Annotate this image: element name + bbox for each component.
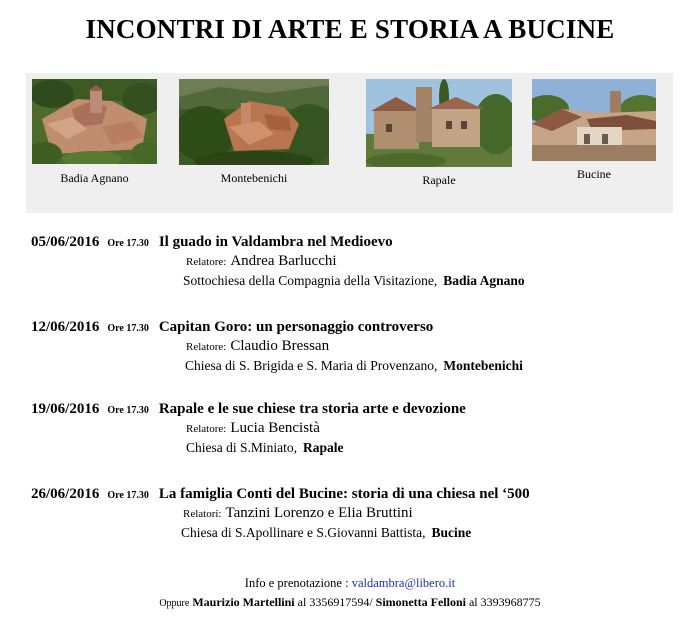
contact2-name: Simonetta Felloni <box>375 595 466 609</box>
info-line <box>0 576 700 591</box>
event-date: 19/06/2016 <box>31 401 100 417</box>
badia-agnano-photo <box>32 79 157 164</box>
speaker-label: Relatore: <box>186 423 227 435</box>
contact1-name: Maurizio Martellini <box>192 595 295 609</box>
page-title: INCONTRI DI ARTE E STORIA A BUCINE <box>85 14 615 44</box>
event-time: Ore 17.30 <box>107 490 149 501</box>
speaker-name: Tanzini Lorenzo e Elia Bruttini <box>225 505 413 521</box>
speaker-label: Relatore: <box>186 256 227 268</box>
event-venue: Sottochiesa della Compagnia della Visitazione, <box>183 273 438 288</box>
event-venue: Chiesa di S.Apollinare e S.Giovanni Battista, <box>181 525 426 540</box>
event-venue: Chiesa di S.Miniato, <box>186 440 297 455</box>
event-town: Montebenichi <box>443 358 523 373</box>
speaker-label: Relatore: <box>186 341 227 353</box>
place-caption: Badia Agnano <box>60 171 129 185</box>
event-title: Il guado in Valdambra nel Medioevo <box>158 234 393 250</box>
contact-email-link[interactable]: valdambra@libero.it <box>351 576 456 590</box>
event-date: 12/06/2016 <box>31 319 100 335</box>
montebenichi-photo <box>179 79 329 165</box>
photo-strip <box>26 73 673 213</box>
contacts-line <box>0 595 700 610</box>
speaker-name: Claudio Bressan <box>230 338 330 354</box>
bucine-photo <box>532 79 656 161</box>
event-town: Bucine <box>431 525 472 540</box>
info-label: Info e prenotazione : <box>244 576 349 590</box>
place-caption: Rapale <box>422 173 456 187</box>
event-title: Capitan Goro: un personaggio controverso <box>158 319 434 335</box>
speaker-name: Lucia Bencistà <box>230 420 320 436</box>
event-title: La famiglia Conti del Bucine: storia di una chiesa nel ‘500 <box>158 486 530 502</box>
event-time: Ore 17.30 <box>107 323 149 334</box>
contact1-phone: 3356917594/ <box>309 595 373 609</box>
event-title: Rapale e le sue chiese tra storia arte e devozione <box>158 401 466 417</box>
rapale-photo <box>366 79 512 167</box>
event-town: Rapale <box>303 440 344 455</box>
contact2-phone: 3393968775 <box>480 595 541 609</box>
oppure-label: Oppure <box>159 598 190 609</box>
al-label: al <box>297 595 307 609</box>
event-date: 26/06/2016 <box>31 486 100 502</box>
place-caption: Montebenichi <box>220 171 288 185</box>
event-time: Ore 17.30 <box>107 238 149 249</box>
event-date: 05/06/2016 <box>31 234 100 250</box>
event-venue: Chiesa di S. Brigida e S. Maria di Provenzano, <box>185 358 438 373</box>
speaker-label: Relatori: <box>183 508 222 520</box>
al-label: al <box>468 595 478 609</box>
speaker-name: Andrea Barlucchi <box>230 253 337 269</box>
event-time: Ore 17.30 <box>107 405 149 416</box>
event-town: Badia Agnano <box>443 273 525 288</box>
place-caption: Bucine <box>577 167 611 181</box>
